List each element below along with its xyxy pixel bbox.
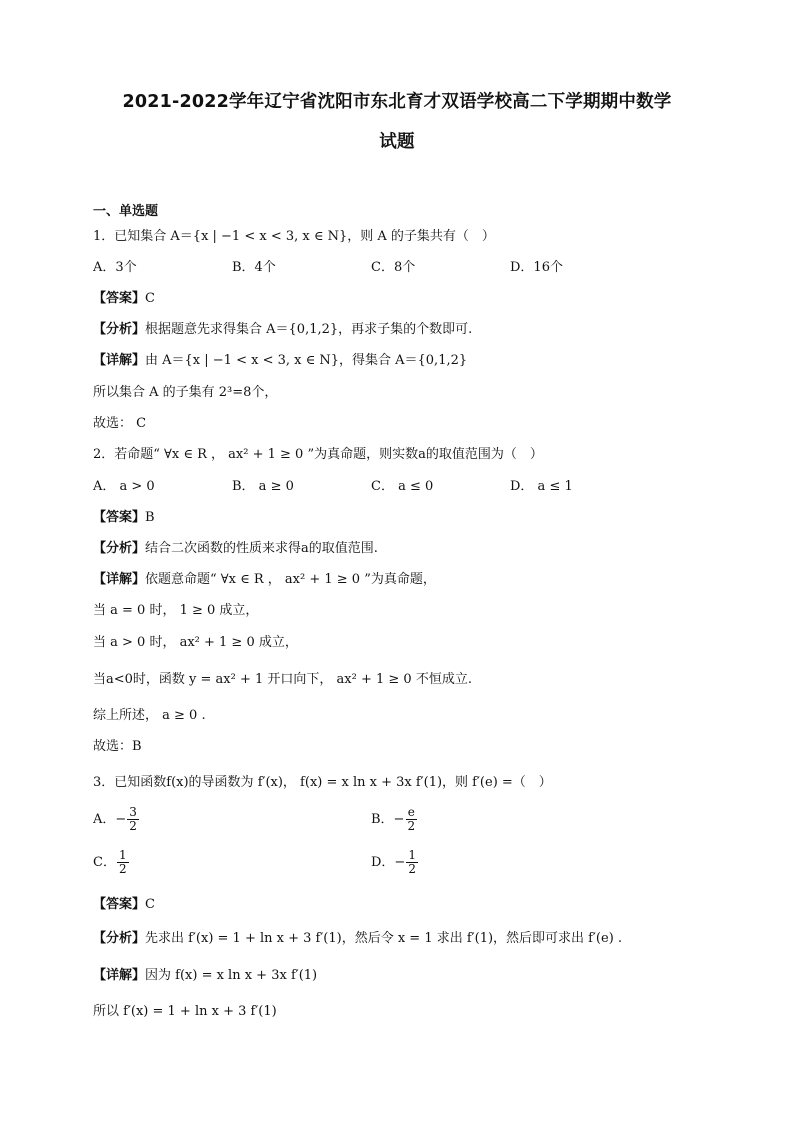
q1-detail-line3: 故选： C [93,416,147,431]
q2-option-c: C． a ≤ 0 [371,479,434,494]
detail-label: 【详解】 [93,968,146,983]
answer-value: C [145,291,155,306]
section-heading: 一、单选题 [93,204,159,219]
detail-label: 【详解】 [93,572,146,587]
q2-answer-row [93,509,155,527]
q2-detail-row [93,571,436,589]
q2-option-d: D． a ≤ 1 [510,479,573,494]
q2-detail-line6: 故选：B [93,739,142,754]
fraction: $\frac{1}{2}$ [408,848,416,876]
analysis-text: 先求出 f′(x) = 1 + ln x + 3 f′(1)，然后令 x = 1 求出 f′(1)，然后即可求出 f′(e) . [145,931,623,946]
q2-option-a: A． a > 0 [93,479,155,494]
q1-option-c: C．8个 [371,260,416,275]
analysis-text: 结合二次函数的性质来求得a的取值范围. [145,541,378,556]
q3-analysis-row [93,930,622,948]
detail-text: 由 A＝{x | −1 < x < 3, x ∈ N}，得集合 A＝{0,1,2} [145,353,468,368]
fraction: $\frac{e}{2}$ [407,805,416,833]
q3-option-d: D．− $\frac{1}{2}$ [371,848,416,876]
answer-label: 【答案】 [93,291,146,306]
q2-detail-line2: 当 a = 0 时， 1 ≥ 0 成立， [93,603,259,618]
analysis-text: 根据题意先求得集合 A＝{0,1,2}，再求子集的个数即可. [145,322,473,337]
q2-detail-line5: 综上所述， a ≥ 0 . [93,708,206,723]
q3-stem: 3．已知函数f(x)的导函数为 f′(x)， f(x) = x ln x + 3x f′(1)，则 f′(e) =（ ） [93,775,552,790]
detail-label: 【详解】 [93,353,146,368]
analysis-label: 【分析】 [93,931,146,946]
q1-option-d: D．16个 [510,260,563,275]
q1-analysis-row [93,321,472,339]
q1-stem: 1．已知集合 A＝{x | −1 < x < 3, x ∈ N}，则 A 的子集共有（ ） [93,229,495,244]
q3-answer-row [93,896,155,914]
fraction: $\frac{3}{2}$ [129,805,137,833]
q1-option-a: A．3个 [93,260,137,275]
fraction: $\frac{1}{2}$ [118,848,127,876]
q3-detail-row [93,967,317,985]
q1-answer-row [93,290,155,308]
q1-detail-line2: 所以集合 A 的子集有 2³=8个， [93,385,278,400]
q1-detail-row [93,352,467,370]
q3-option-c: C． $\frac{1}{2}$ [93,848,127,876]
analysis-label: 【分析】 [93,322,146,337]
q2-stem: 2．若命题“ ∀x ∈ R ， ax² + 1 ≥ 0 ”为真命题，则实数a的取值范围为（ ） [93,447,543,462]
q2-option-b: B． a ≥ 0 [232,479,294,494]
detail-text: 依题意命题“ ∀x ∈ R ， ax² + 1 ≥ 0 ”为真命题， [145,572,436,587]
q2-detail-line3: 当 a > 0 时， ax² + 1 ≥ 0 成立， [93,635,298,650]
detail-text: 因为 f(x) = x ln x + 3x f′(1) [145,968,318,983]
answer-label: 【答案】 [93,510,146,525]
analysis-label: 【分析】 [93,541,146,556]
q2-detail-line4: 当a<0时，函数 y = ax² + 1 开口向下， ax² + 1 ≥ 0 不恒成立. [93,672,472,687]
answer-value: C [145,897,155,912]
document-title-line2: 试题 [379,132,415,152]
q3-option-b: B．− $\frac{e}{2}$ [371,805,416,833]
answer-value: B [145,510,155,525]
answer-label: 【答案】 [93,897,146,912]
q1-option-b: B．4个 [232,260,276,275]
q2-analysis-row [93,540,378,558]
q3-option-a: A．− $\frac{3}{2}$ [93,805,137,833]
document-title-line1: 2021-2022学年辽宁省沈阳市东北育才双语学校高二下学期期中数学 [122,92,672,112]
q3-detail-line2: 所以 f′(x) = 1 + ln x + 3 f′(1) [93,1004,277,1019]
